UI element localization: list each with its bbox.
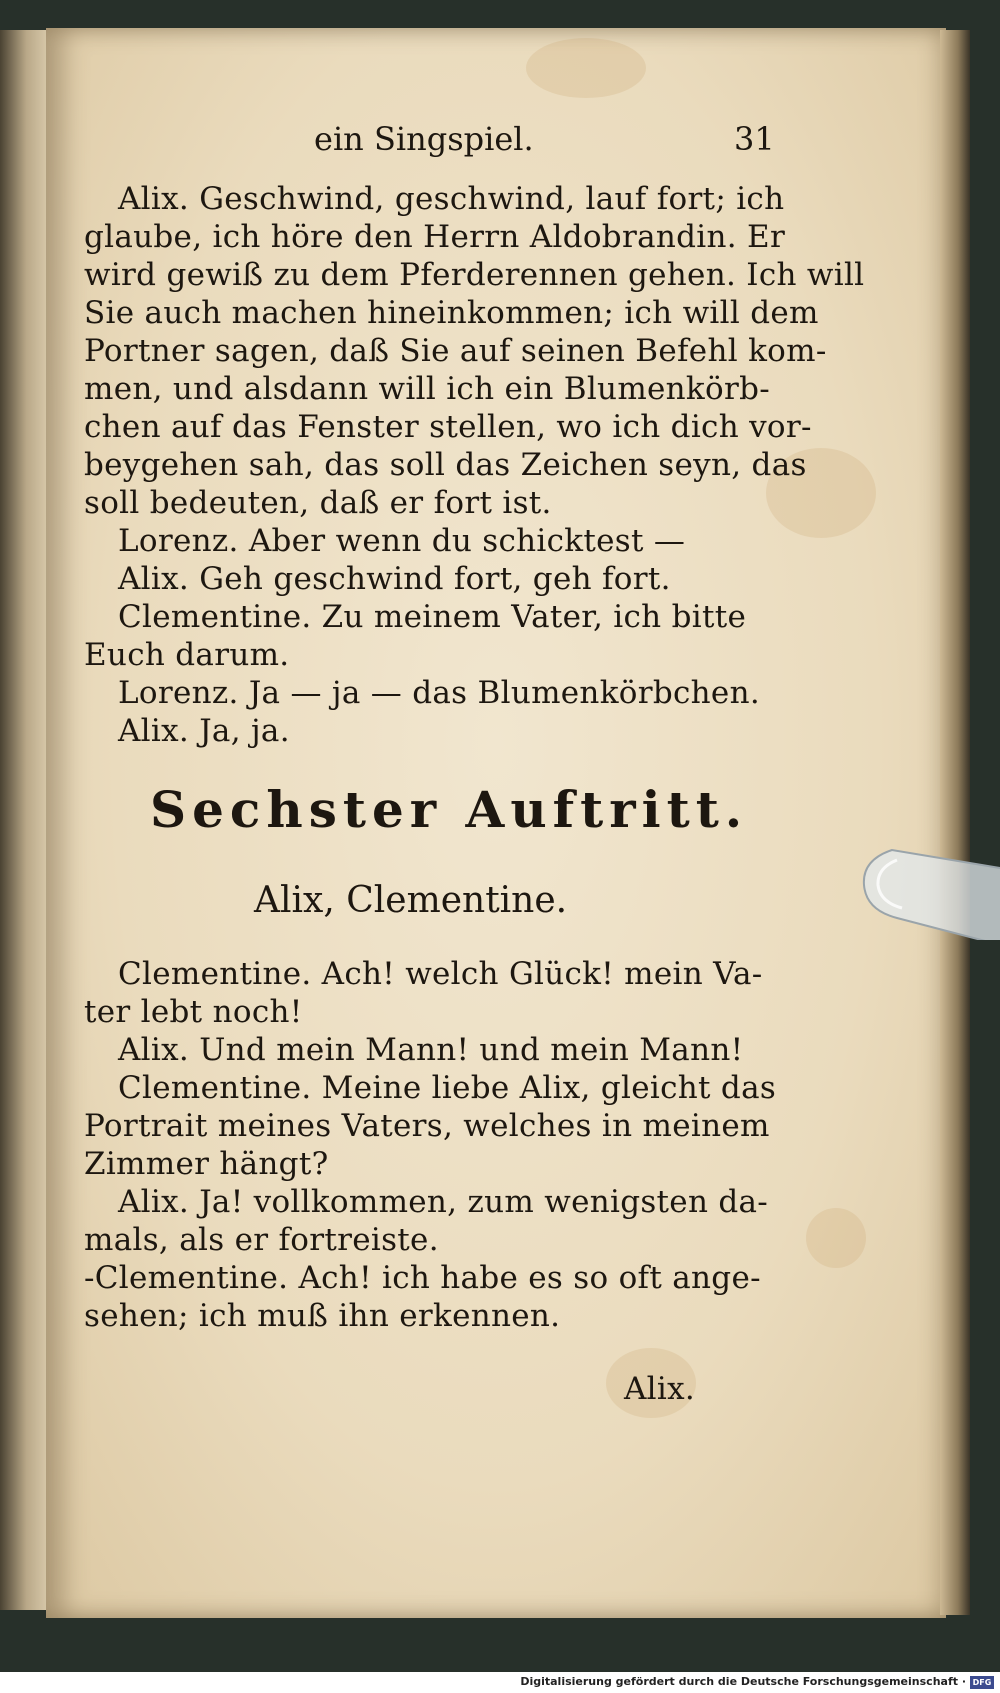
dfg-logo: DFG xyxy=(970,1676,994,1689)
text-line: men, und alsdann will ich ein Blumenkörb- xyxy=(84,371,771,407)
paper-stain xyxy=(806,1208,866,1268)
text-line: Lorenz. Aber wenn du schicktest — xyxy=(118,523,686,559)
right-page-edge xyxy=(940,30,970,1615)
text-line: sehen; ich muß ihn erkennen. xyxy=(84,1298,561,1334)
text-line: Zimmer hängt? xyxy=(84,1146,329,1182)
text-line: Clementine. Meine liebe Alix, gleicht das xyxy=(118,1070,777,1106)
text-line: beygehen sah, das soll das Zeichen seyn, das xyxy=(84,447,807,483)
page-number: 31 xyxy=(734,120,775,158)
text-line: Sie auch machen hineinkommen; ich will dem xyxy=(84,295,819,331)
text-line: glaube, ich höre den Herrn Aldobrandin. Er xyxy=(84,219,786,255)
text-line: soll bedeuten, daß er fort ist. xyxy=(84,485,552,521)
footer-credit: Digitalisierung gefördert durch die Deutsche Forschungsgemeinschaft · xyxy=(520,1675,966,1688)
text-line: Clementine. Zu meinem Vater, ich bitte xyxy=(118,599,747,635)
text-line: Portner sagen, daß Sie auf seinen Befehl kom- xyxy=(84,333,827,369)
text-line: ter lebt noch! xyxy=(84,994,303,1030)
text-line: wird gewiß zu dem Pferderennen gehen. Ich will xyxy=(84,257,865,293)
scene-characters: Alix, Clementine. xyxy=(254,880,568,921)
running-head-title: ein Singspiel. xyxy=(314,120,534,158)
text-line: -Clementine. Ach! ich habe es so oft ange- xyxy=(84,1260,761,1296)
text-line: Lorenz. Ja — ja — das Blumenkörbchen. xyxy=(118,675,760,711)
page-clip xyxy=(852,830,1000,940)
text-line: Alix. Geschwind, geschwind, lauf fort; ich xyxy=(118,181,785,217)
text-line: Alix. Ja, ja. xyxy=(118,713,290,749)
catchword: Alix. xyxy=(624,1371,696,1407)
text-line: Alix. Und mein Mann! und mein Mann! xyxy=(118,1032,744,1068)
text-line: Alix. Ja! vollkommen, zum wenigsten da- xyxy=(118,1184,769,1220)
text-line: chen auf das Fenster stellen, wo ich dich vor- xyxy=(84,409,812,445)
paper-stain xyxy=(526,38,646,98)
text-line: Euch darum. xyxy=(84,637,290,673)
text-line: Portrait meines Vaters, welches in meinem xyxy=(84,1108,770,1144)
text-line: Clementine. Ach! welch Glück! mein Va- xyxy=(118,956,763,992)
scene-heading: Sechster Auftritt. xyxy=(150,780,749,839)
footer-bar xyxy=(0,1672,1000,1693)
left-page-edge xyxy=(0,30,48,1610)
text-line: mals, als er fortreiste. xyxy=(84,1222,439,1258)
text-line: Alix. Geh geschwind fort, geh fort. xyxy=(118,561,671,597)
